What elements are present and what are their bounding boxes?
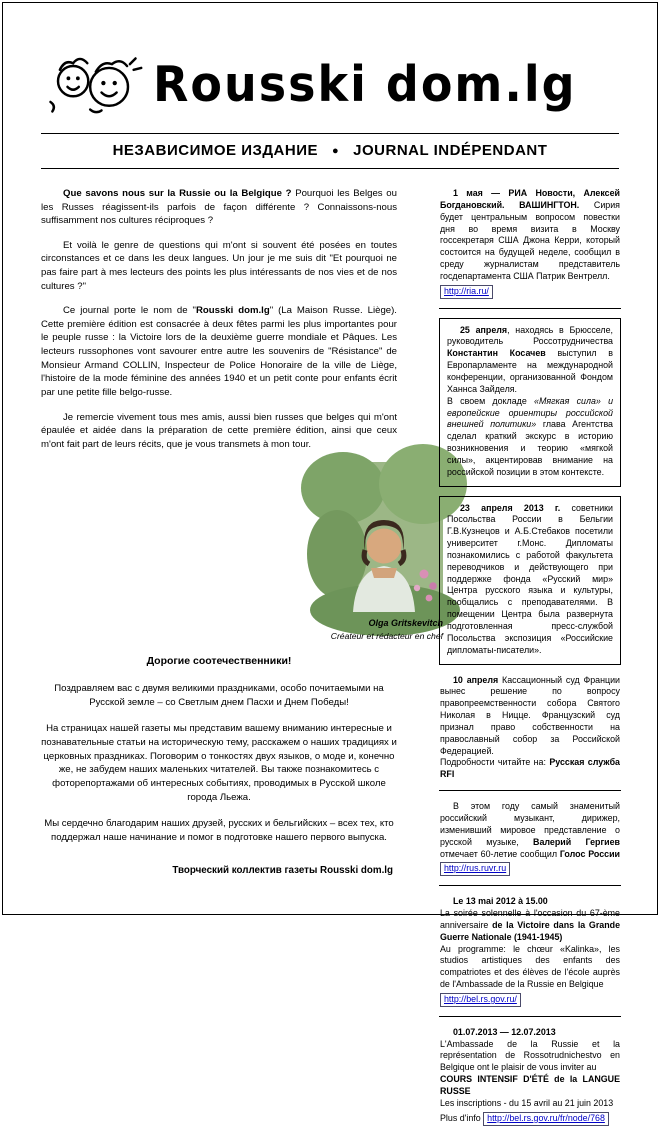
text-segment: выступил в Европарламенте на международной конференции, организованной Фондом Ханнса Зайделя.	[447, 348, 613, 394]
masthead-subtitle	[41, 134, 619, 168]
news-link[interactable]: http://rus.ruvr.ru	[440, 862, 510, 876]
text-segment: 25 апреля	[460, 324, 508, 335]
news-item-summer-course	[439, 1026, 621, 1133]
news-item-mons	[439, 496, 621, 665]
text-segment: В этом году самый знаменитый российский музыкант, дирижер, изменивший мировое представление о русской музыке,	[440, 801, 620, 847]
editorial-signature: Творческий коллектив газеты Rousski dom.lg	[172, 865, 393, 877]
editorial-paragraph-2	[41, 239, 397, 293]
text-segment: В своем докладе	[447, 395, 535, 406]
text-segment: COURS INTENSIF D'ÉTÉ de la LANGUE RUSSE	[440, 1074, 620, 1096]
news-item-victory-soiree	[439, 895, 621, 1014]
subtitle-russian: НЕЗАВИСИМОЕ ИЗДАНИЕ	[112, 142, 319, 159]
text-segment: — РИА Новости, Алексей Богдановский. ВАШИНГТОН.	[440, 188, 620, 210]
news-separator	[439, 885, 621, 886]
text-segment: , находясь в Брюсселе, руководитель Россотрудничества	[447, 324, 613, 347]
text-segment: Подробности читайте на:	[440, 757, 550, 768]
page-content	[41, 169, 619, 1133]
text-segment: L'Ambassade de la Russie et la représentation de Rossotrudnichestvo en Belgique ont le plaisir de vous inviter au	[440, 1038, 620, 1073]
editorial-paragraph-3	[41, 304, 397, 399]
text-segment: Русская служба RFI	[440, 757, 620, 780]
text-segment: Plus d'info	[440, 1112, 484, 1123]
news-separator	[439, 308, 621, 309]
editorial-paragraph-4	[41, 411, 397, 452]
text-segment: Que savons nous sur la Russie ou la Belgique ?	[63, 188, 292, 199]
news-link[interactable]: http://bel.rs.gov.ru/fr/node/768	[483, 1112, 609, 1126]
news-link[interactable]: http://ria.ru/	[440, 285, 493, 299]
bullet-separator-icon: ●	[332, 145, 340, 157]
text-segment: Валерий Гергиев	[533, 836, 620, 847]
text-segment: Le 13 mai 2012 à 15.00	[453, 896, 548, 907]
photo-caption-role: Créateur et rédacteur en chef	[330, 631, 443, 642]
text-segment: " (La Maison Russe. Liège). Cette première édition est consacrée à deux fêtes parmi les plus importantes pour le peuple russe : la Victoire lors de la deuxième guerre mondiale et Pâques. Les lecteurs russophones vont savourer entre autre les souvenirs de "Résistance" de Monsieur Armand COLLIN, Inspecteur de Police Honoraire de la ville de Liège, l'histoire de la mode féminine des années 1940 et un petit conte pour enfants écrit par une petite fille belgo-russe.	[41, 305, 397, 398]
text-segment: Голос России	[559, 848, 620, 859]
masthead	[41, 3, 619, 169]
text-segment: Pourquoi les Belges ou les Russes réagissent-ils parfois de façon différente ? Connaissons-nous suffisamment nos cultures réciproques ?	[41, 188, 397, 227]
masthead-top	[41, 43, 619, 125]
photo-caption-name: Olga Gritskevitch	[368, 618, 443, 629]
editorial-paragraph-1	[41, 187, 397, 228]
greeting-paragraph-1: Поздравляем вас с двумя великими праздниками, особо почитаемыми на Русской земле – со Светлым днем Пасхи и Днем Победы!	[54, 683, 384, 708]
text-segment: Au programme: le chœur «Kalinka», les studios artistiques des enfants des compatriotes et des élèves de l'école auprès de l'Ambassade de la Russie en Belgique	[440, 943, 620, 990]
text-segment: de la Victoire dans la Grande Guerre Nationale (1941-1945)	[440, 919, 621, 942]
journal-title: Rousski dom.lg	[153, 55, 577, 113]
text-segment: Кассационный суд Франции вынес решение по вопросу правопреемственности собора Святого Николая в Ницце. Французский суд признал право собственности на православный собор за Российской Федерацией.	[440, 674, 620, 756]
text-segment: Rousski dom.lg	[195, 305, 270, 317]
text-segment: Константин Косачев	[447, 348, 546, 359]
text-segment: глава Агентства сделал краткий экскурс в историю возникновения и теорию «мягкой силы», акцентировав внимание на российской позиции в этом контексте.	[447, 419, 613, 477]
text-segment: «Мягкая сила» и европейские ориентиры российской внешней политики»	[447, 395, 614, 430]
greeting-paragraph-2: На страницах нашей газеты мы представим вашему вниманию интересные и познавательные статьи на историческую тему, расскажем о наших традициях и церковных праздниках. Поговорим о тонкостях двух языков, о моде и, конечно же, не забудем наших маленьких читателей. Вы также познакомитесь с фоторепортажами об интересных событиях, проводимых в Русской школе города Льежа.	[41, 723, 397, 803]
news-item-ria	[439, 187, 621, 306]
text-segment: 1 мая	[453, 188, 483, 198]
greeting-title: Дорогие соотечественники!	[146, 655, 292, 668]
editorial-column	[41, 187, 443, 1133]
text-segment: советники Посольства России в Бельгии Г.В.Кузнецов и А.Б.Стебаков посетили университет г.Монс. Дипломаты познакомились с работой факультета переводчиков и действующего при поддержке фонда «Русский мир» Центра русского языка и культуры, пообщались с преподавателями. В помещении Центра была развернута подготовленная пресс-службой Посольства экспозиция «Российские дипломаты-писатели».	[447, 502, 613, 655]
text-segment: Je remercie vivement tous mes amis, aussi bien russes que belges qui m'ont épaulée et aidée dans la préparation de cette première édition, ainsi que ceux m'ont fait part de leurs récits, que je vous transmets à mon tour.	[41, 411, 397, 450]
text-segment: 01.07.2013 — 12.07.2013	[453, 1026, 556, 1037]
news-link[interactable]: http://bel.rs.gov.ru/	[440, 993, 521, 1007]
subtitle-french: JOURNAL INDÉPENDANT	[353, 142, 548, 159]
news-item-nice-cathedral	[439, 674, 621, 789]
text-segment: Et voilà le genre de questions qui m'ont si souvent été posées en toutes circonstances et ce dans les deux langues. Un jour je me suis dit "Et pourquoi ne pas faire part à mes lecteurs des points les plus intéressants de nos vies et de nos cultures ?"	[41, 239, 397, 292]
newspaper-page	[2, 2, 658, 1123]
news-separator	[439, 1016, 621, 1017]
text-segment: 10 апреля	[453, 674, 499, 685]
text-segment: La soirée solennelle à l'occasion du 67-ème anniversaire	[440, 908, 620, 930]
news-item-kosachev	[439, 318, 621, 487]
text-segment: Сирия будет центральным вопросом повестки дня во время визита в Москву госсекретаря США Джона Керри, который состоится на будущей неделе, сообщил в среду журналистам представитель госдепартамента США Патрик Вентрелл.	[440, 199, 620, 281]
news-item-gergiev	[439, 800, 621, 883]
text-segment: Ce journal porte le nom de "	[63, 305, 196, 317]
text-segment: Les inscriptions - du 15 avril au 21 juin 2013	[440, 1097, 614, 1108]
text-segment: отмечает 60-летие сообщил	[440, 848, 560, 859]
doodle-characters-logo-icon	[41, 43, 145, 125]
greeting-paragraph-3: Мы сердечно благодарим наших друзей, русских и бельгийских – всех тех, кто поддержал наше начинание и помог в подготовке нашего первого выпуска.	[44, 818, 394, 843]
news-column	[439, 187, 621, 1133]
news-separator	[439, 790, 621, 791]
text-segment: 23 апреля 2013 г.	[460, 502, 561, 513]
column-gutter	[397, 187, 439, 1133]
